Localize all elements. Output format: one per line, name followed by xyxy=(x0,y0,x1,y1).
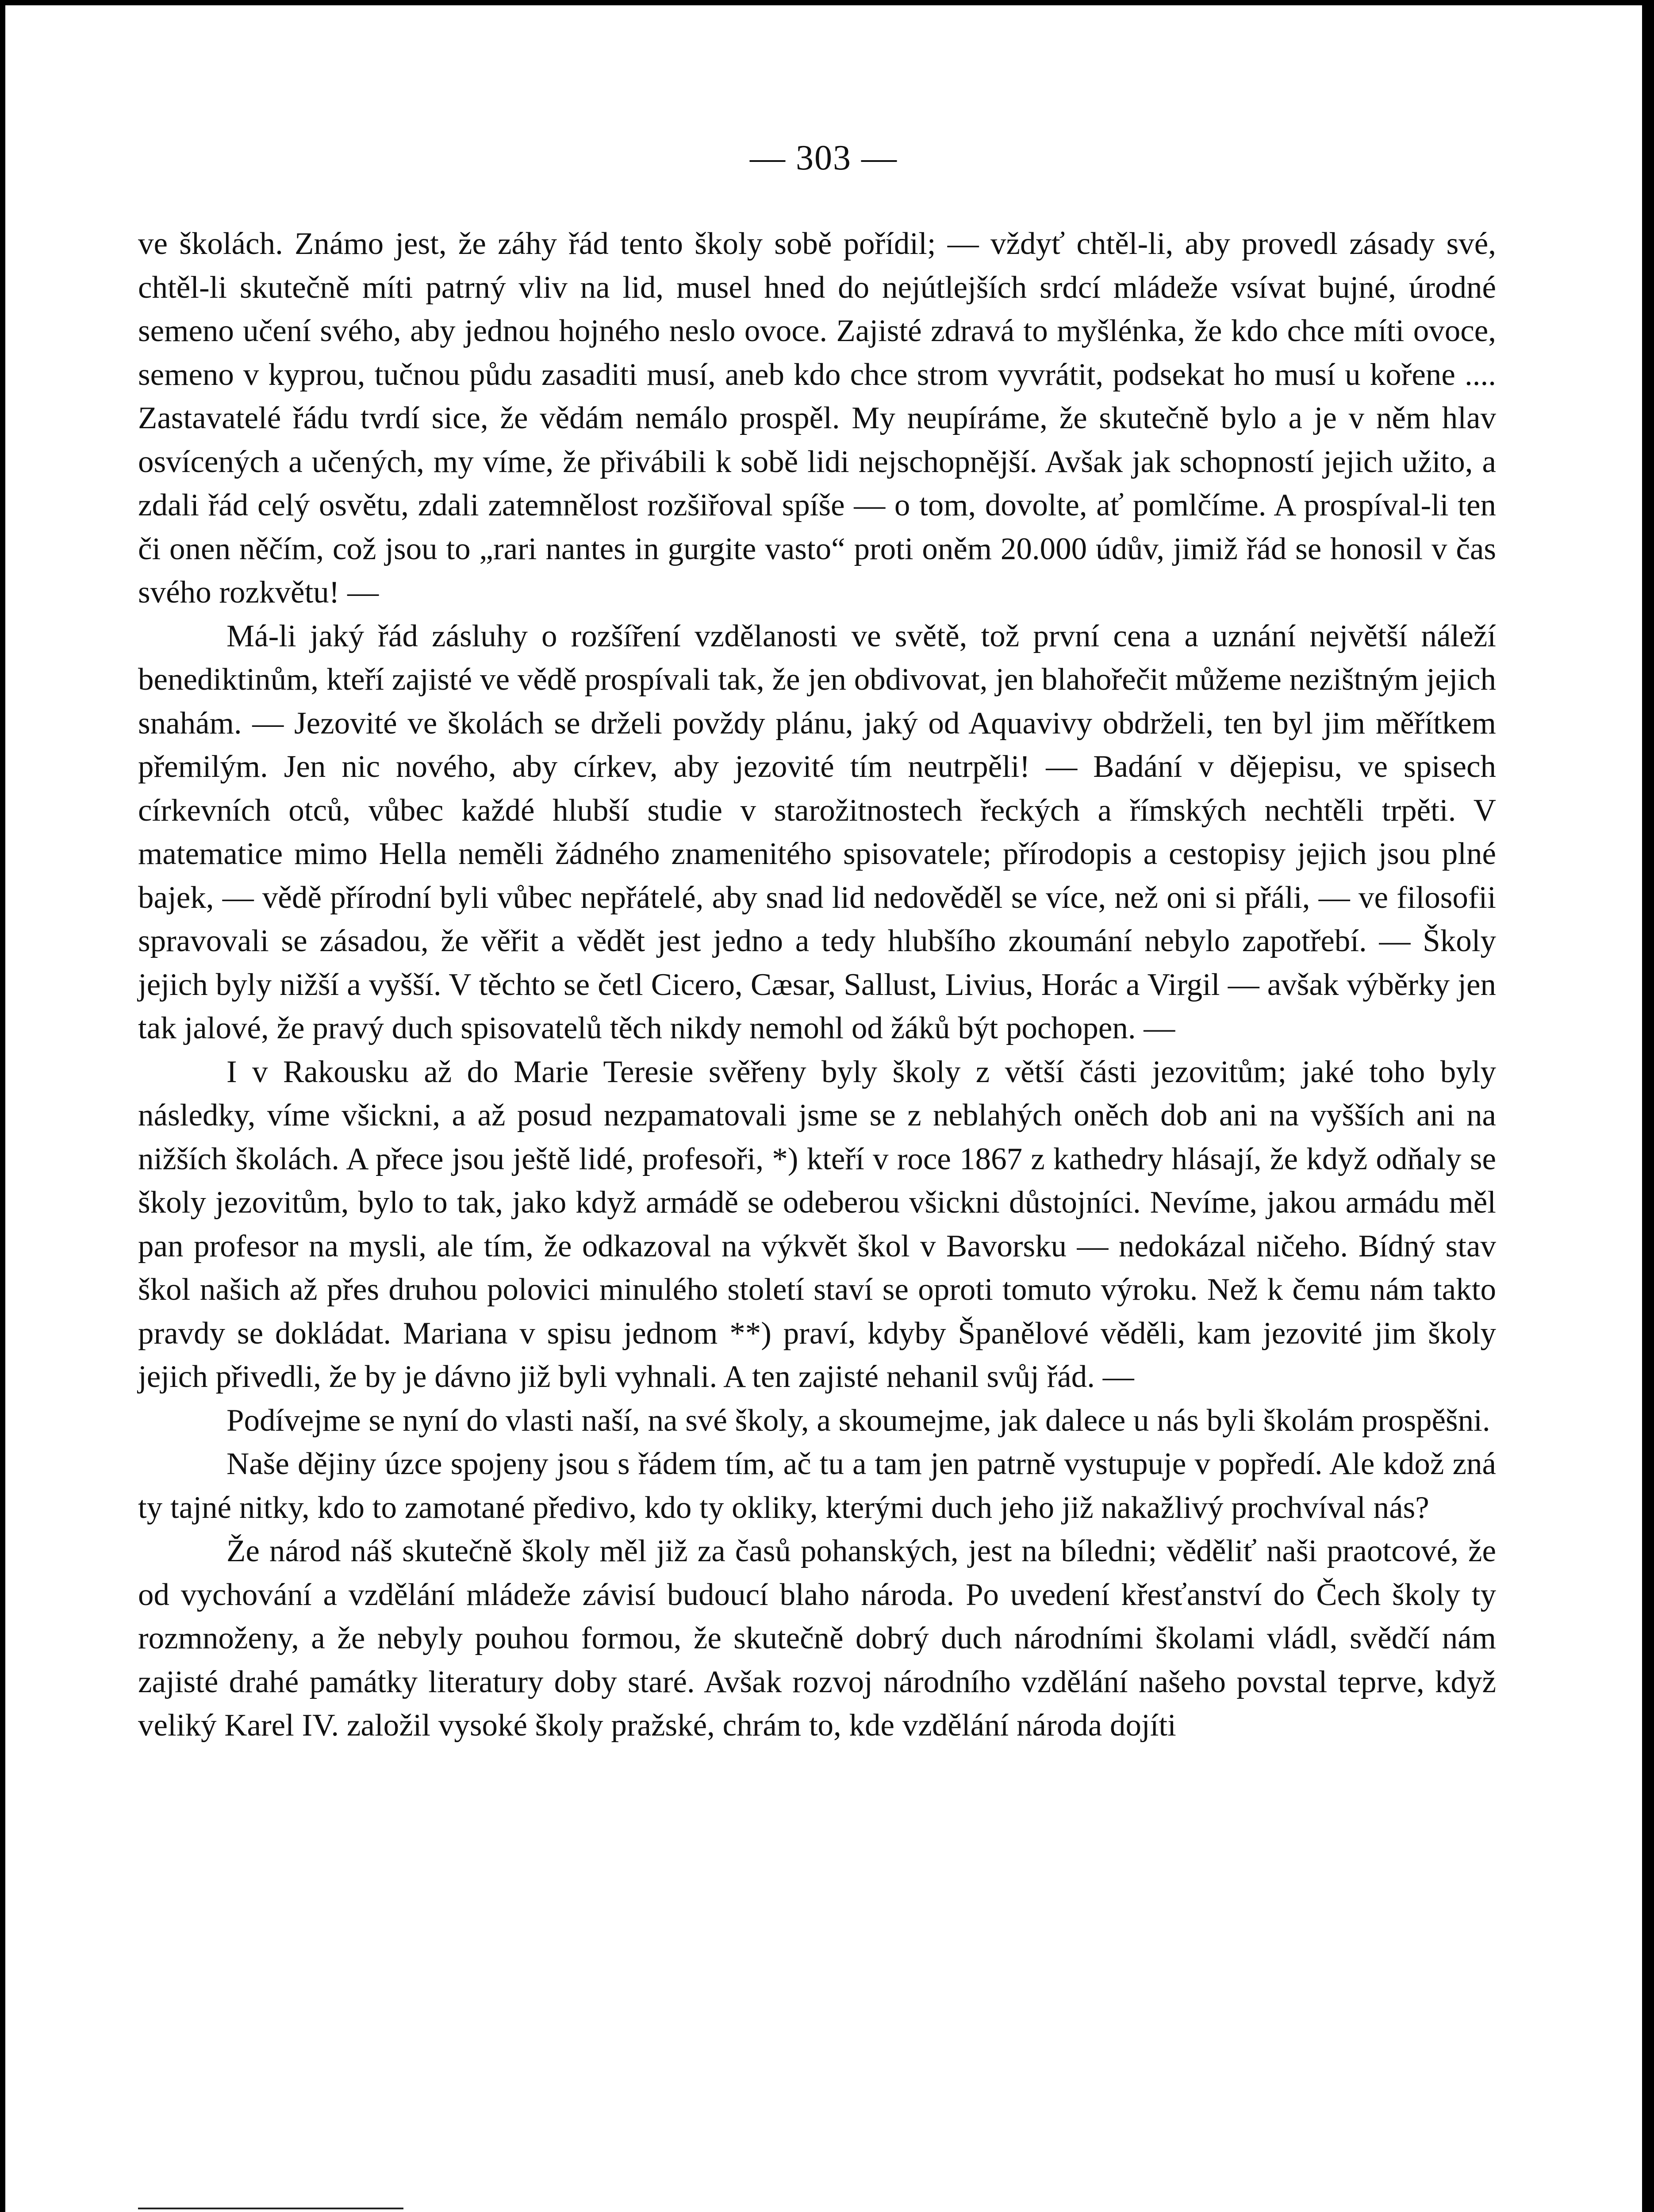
paragraph-5: Naše dějiny úzce spojeny jsou s řádem tím, ač tu a tam jen patrně vystupuje v popředí. Ale kdož zná ty tajné nitky, kdo to zamotané předivo, kdo ty okliky, kterými duch jeho již nakažlivý prochvíval nás? xyxy=(138,1447,1496,1525)
paragraph-6: Že národ náš skutečně školy měl již za časů pohanských, jest na bíledni; věděliť naši praotcové, že od vychování a vzdělání mládeže závisí budoucí blaho národa. Po uvedení křesťanství do Čech školy ty rozmnoženy, a že nebyly pouhou formou, že skutečně dobrý duch národními školami vládl, svědčí nám zajisté drahé památky literatury doby staré. Avšak rozvoj národního vzdělání našeho povstal teprve, když veliký Karel IV. založil vysoké školy pražské, chrám to, kde vzdělání národa dojíti xyxy=(138,1534,1496,1743)
paragraph-2: Má-li jaký řád zásluhy o rozšíření vzdělanosti ve světě, tož první cena a uznání největší náleží benediktinům, kteří zajisté ve vědě prospívali tak, že jen obdivovat, jen blahořečit můžeme nezištným jejich snahám. — Jezovité ve školách se drželi povždy plánu, jaký od Aquavivy obdrželi, ten byl jim měřítkem přemilým. Jen nic nového, aby církev, aby jezovité tím neutrpěli! — Badání v dějepisu, ve spisech církevních otců, vůbec každé hlubší studie v starožitnostech řeckých a římských nechtěli trpěti. V matematice mimo Hella neměli žádného znamenitého spisovatele; přírodopis a cestopisy jejich jsou plné bajek, — vědě přírodní byli vůbec nepřátelé, aby snad lid nedověděl se více, než oni si přáli, — ve filosofii spravovali se zásadou, že věřit a vědět jest jedno a tedy hlubšího zkoumání nebylo zapotřebí. — Školy jejich byly nižší a vyšší. V těchto se četl Cicero, Cæsar, Sallust, Livius, Horác a Virgil — avšak výběrky jen tak jalové, že pravý duch spisovatelů těch nikdy nemohl od žáků být pochopen. — xyxy=(138,618,1496,1045)
paragraph-4: Podívejme se nyní do vlasti naší, na své školy, a skoumejme, jak dalece u nás byli školám prospěšni. xyxy=(226,1403,1490,1438)
page-number: — 303 — xyxy=(750,138,898,177)
footnote-divider xyxy=(138,2208,403,2209)
body-text xyxy=(138,222,1496,1747)
paragraph-1: ve školách. Známo jest, že záhy řád tento školy sobě pořídil; — vždyť chtěl-li, aby provedl zásady své, chtěl-li skutečně míti patrný vliv na lid, musel hned do nejútlejších srdcí mládeže vsívat bujné, úrodné semeno učení svého, aby jednou hojného neslo ovoce. Zajisté zdravá to myšlénka, že kdo chce míti ovoce, semeno v kyprou, tučnou půdu zasaditi musí, aneb kdo chce strom vyvrátit, podsekat ho musí u kořene .... Zastavatelé řádu tvrdí sice, že vědám nemálo prospěl. My neupíráme, že skutečně bylo a je v něm hlav osvícených a učených, my víme, že přivábili k sobě lidi nejschopnější. Avšak jak schopností jejich užito, a zdali řád celý osvětu, zdali zatemnělost rozšiřoval spíše — o tom, dovolte, ať pomlčíme. A prospíval-li ten či onen něčím, což jsou to „rari nantes in gurgite vasto“ proti oněm 20.000 údův, jimiž řád se honosil v čas svého rozkvětu! — xyxy=(138,227,1496,610)
paragraph-3: I v Rakousku až do Marie Teresie svěřeny byly školy z větší části jezovitům; jaké toho byly následky, víme všickni, a až posud nezpamatovali jsme se z neblahých oněch dob ani na vyšších ani na nižších školách. A přece jsou ještě lidé, profesoři, *) kteří v roce 1867 z kathedry hlásají, že když odňaly se školy jezovitům, bylo to tak, jako když armádě se odeberou všickni důstojníci. Nevíme, jakou armádu měl pan profesor na mysli, ale tím, že odkazoval na výkvět škol v Bavorsku — nedokázal ničeho. Bídný stav škol našich až přes druhou polovici minulého století staví se oproti tomuto výroku. Než k čemu nám takto pravdy se dokládat. Mariana v spisu jednom **) praví, kdyby Španělové věděli, kam jezovité jim školy jejich přivedli, že by je dávno již byli vyhnali. A ten zajisté nehanil svůj řád. — xyxy=(138,1054,1496,1394)
page xyxy=(5,5,1642,2212)
